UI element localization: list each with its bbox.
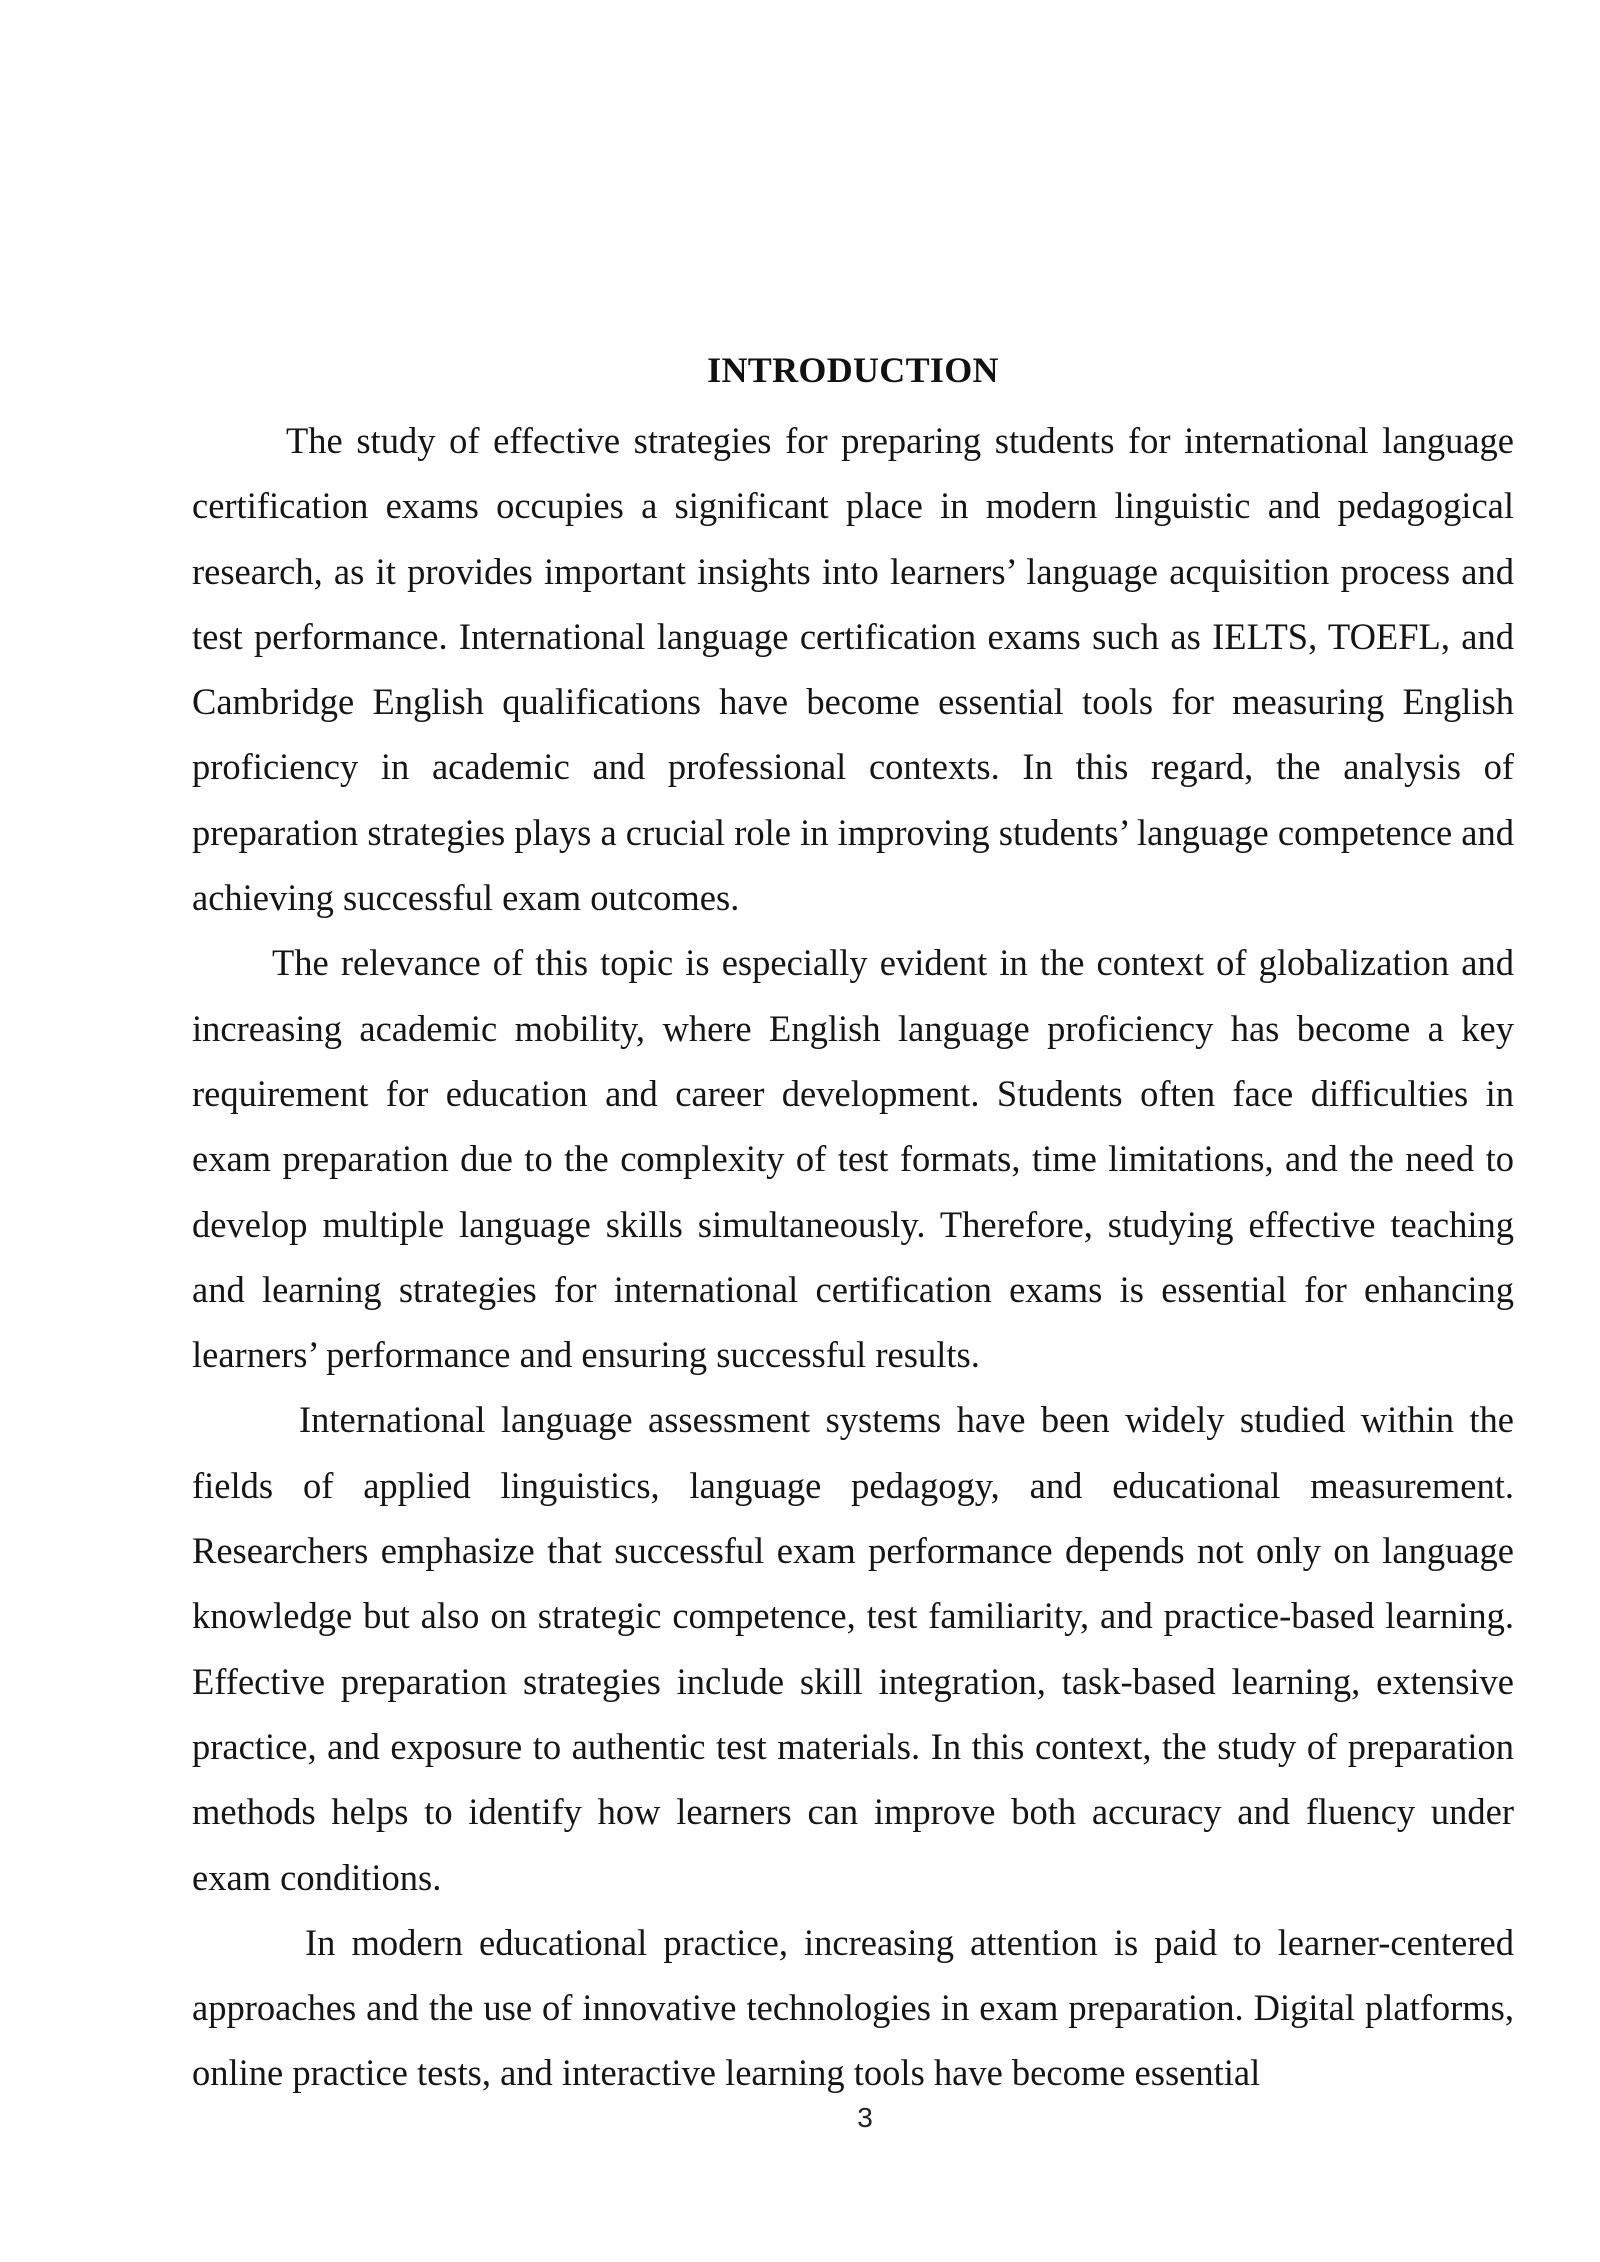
page-body <box>192 343 1514 2106</box>
paragraph-1: The study of effective strategies for preparing students for international language certification exams occupies a significant place in modern linguistic and pedagogical research, as it provides important insights into learners’ language acquisition process and test performance. International language certification exams such as IELTS, TOEFL, and Cambridge English qualifications have become essential tools for measuring English proficiency in academic and professional contexts. In this regard, the analysis of preparation strategies plays a crucial role in improving students’ language competence and achieving successful exam outcomes. <box>192 420 1514 919</box>
paragraph-3: International language assessment systems have been widely studied within the fields of applied linguistics, language pedagogy, and educational measurement. Researchers emphasize that successful exam performance depends not only on language knowledge but also on strategic competence, test familiarity, and practice-based learning. Effective preparation strategies include skill integration, task-based learning, extensive practice, and exposure to authentic test materials. In this context, the study of preparation methods helps to identify how learners can improve both accuracy and fluency under exam conditions. <box>192 1399 1514 1898</box>
paragraph-4: In modern educational practice, increasing attention is paid to learner-centered approaches and the use of innovative technologies in exam preparation. Digital platforms, online practice tests, and interactive learning tools have become essential <box>192 1921 1514 2094</box>
section-heading: INTRODUCTION <box>707 350 999 390</box>
paragraph-2: The relevance of this topic is especially evident in the context of globalization and increasing academic mobility, where English language proficiency has become a key requirement for education and career development. Students often face difficulties in exam preparation due to the complexity of test formats, time limitations, and the need to develop multiple language skills simultaneously. Therefore, studying effective teaching and learning strategies for international certification exams is essential for enhancing learners’ performance and ensuring successful results. <box>192 942 1514 1376</box>
page-number: 3 <box>857 2102 873 2133</box>
